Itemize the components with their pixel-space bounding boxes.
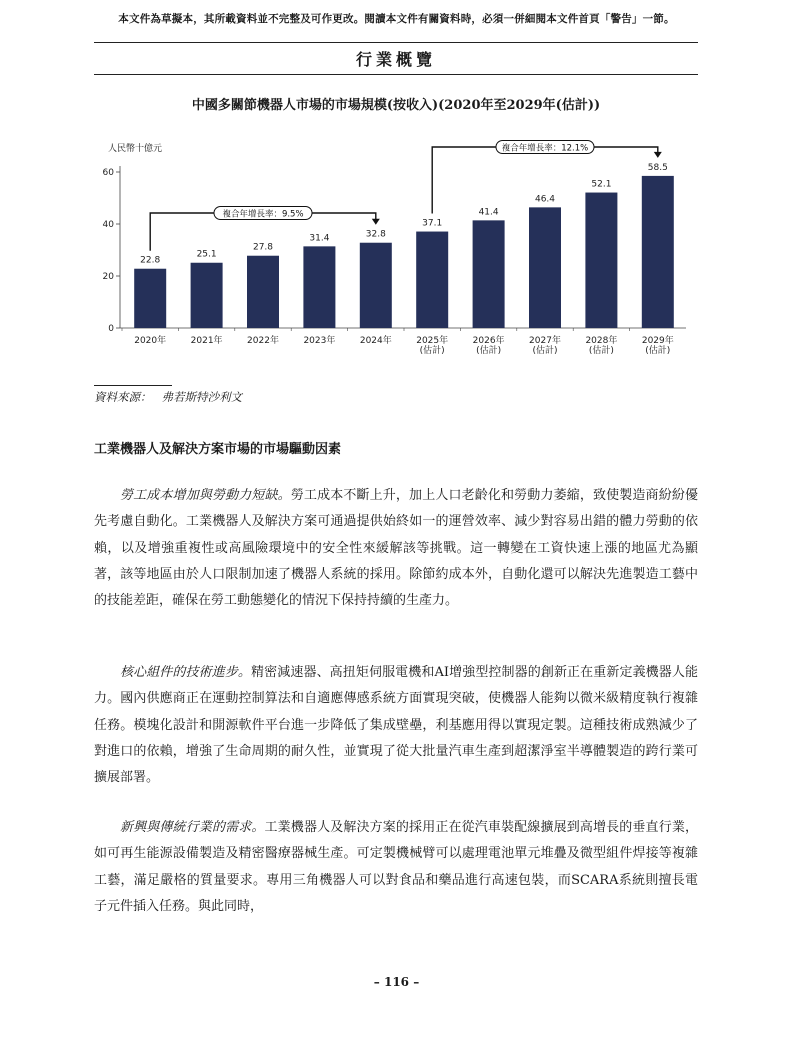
- paragraph-body: 工業機器人及解決方案的採用正在從汽車裝配線擴展到高增長的垂直行業，如可再生能源設備製造及精密醫療器械生產。可定製機械臂可以處理電池單元堆疊及微型組件焊接等複雜工藝，滿足嚴格的質量要求。專用三角機器人可以對食品和藥品進行高速包裝，而SCARA系統則擅長電子元件插入任務。與此同時，: [94, 820, 698, 914]
- x-tick-label: 2025年: [416, 336, 449, 346]
- bar-value-label: 41.4: [478, 207, 499, 218]
- x-tick-label: 2023年: [303, 336, 336, 346]
- x-tick-label: (估計): [419, 346, 445, 356]
- source-rule: [94, 385, 172, 386]
- y-tick-label: 60: [102, 168, 114, 178]
- bar-6: [416, 232, 448, 328]
- bar-value-label: 46.4: [534, 194, 556, 205]
- x-tick-label: 2024年: [359, 336, 392, 346]
- x-tick-label: (估計): [588, 346, 614, 356]
- bar-value-label: 22.8: [140, 255, 161, 266]
- x-tick-label: 2020年: [134, 336, 167, 346]
- bar-value-label: 52.1: [591, 179, 612, 190]
- bar-4: [303, 246, 335, 328]
- bar-9: [585, 193, 617, 328]
- bar-value-label: 31.4: [309, 233, 330, 244]
- x-tick-label: 2029年: [641, 336, 674, 346]
- y-axis-label: 人民幣十億元: [108, 144, 163, 154]
- paragraph-lead: 核心組件的技術進步。: [120, 665, 252, 680]
- x-tick-label: 2028年: [585, 336, 618, 346]
- x-tick-label: 2021年: [190, 336, 223, 346]
- x-tick-label: (估計): [532, 346, 558, 356]
- bar-5: [360, 243, 392, 328]
- draft-disclaimer: 本文件為草擬本，其所載資料並不完整及可作更改。閱讀本文件有關資料時，必須一併細閱本文件首頁「警告」一節。: [118, 13, 675, 25]
- x-tick-label: (估計): [645, 346, 671, 356]
- bar-1: [134, 269, 166, 328]
- cagr-label: 複合年增長率：12.1%: [501, 143, 589, 154]
- bar-value-label: 32.8: [365, 229, 386, 240]
- cagr-arrow-head: [654, 152, 662, 158]
- paragraph-body: 精密減速器、高扭矩伺服電機和AI增強型控制器的創新正在重新定義機器人能力。國內供應商正在運動控制算法和自適應傳感系統方面實現突破，使機器人能夠以微米級精度執行複雜任務。模塊化設計和開源軟件平台進一步降低了集成壁壘，利基應用得以實現定製。這種技術成熟減少了對進口的依賴，增強了生命周期的耐久性，並實現了從大批量汽車生產到超潔淨室半導體製造的跨行業可擴展部署。: [94, 665, 698, 786]
- chart-title: 中國多關節機器人市場的市場規模(按收入)(2020年至2029年(估計)): [191, 98, 601, 113]
- bar-3: [247, 256, 279, 328]
- page-number: – 116 –: [373, 975, 420, 989]
- cagr-arrow-head: [372, 219, 380, 225]
- bar-7: [473, 220, 505, 328]
- paragraph-body: 勞工成本不斷上升，加上人口老齡化和勞動力萎縮，致使製造商紛紛優先考慮自動化。工業機器人及解決方案可通過提供始終如一的運營效率、減少對容易出錯的體力勞動的依賴，以及增強重複性或高風險環境中的安全性來緩解該等挑戰。這一轉變在工資快速上漲的地區尤為顯著，該等地區由於人口限制加速了機器人系統的採用。除節約成本外，自動化還可以解決先進製造工藝中的技能差距，確保在勞工動態變化的情況下保持持續的生產力。: [94, 488, 698, 609]
- market-size-bar-chart: [0, 0, 793, 380]
- x-tick-label: 2026年: [472, 336, 505, 346]
- section-title: 行業概覽: [355, 50, 436, 69]
- paragraph-core-components: [94, 660, 698, 791]
- paragraph-labour-cost: [94, 483, 698, 614]
- x-tick-label: 2027年: [529, 336, 561, 346]
- y-tick-label: 0: [108, 324, 114, 334]
- bar-value-label: 37.1: [422, 218, 443, 229]
- bar-10: [642, 176, 674, 328]
- bar-2: [191, 263, 223, 328]
- y-tick-label: 40: [102, 220, 114, 230]
- source-label: 資料來源：: [94, 390, 152, 404]
- cagr-label: 複合年增長率：9.5%: [222, 209, 304, 220]
- x-tick-label: 2022年: [247, 336, 279, 346]
- bar-value-label: 25.1: [196, 249, 217, 260]
- paragraph-lead: 勞工成本增加與勞動力短缺。: [120, 488, 291, 503]
- bar-8: [529, 207, 561, 328]
- bar-value-label: 58.5: [647, 162, 668, 173]
- x-tick-label: (估計): [476, 346, 502, 356]
- source-note: [94, 389, 252, 405]
- market-drivers-heading: 工業機器人及解決方案市場的市場驅動因素: [94, 442, 342, 457]
- bar-value-label: 27.8: [252, 242, 274, 253]
- paragraph-industry-demand: [94, 815, 698, 920]
- paragraph-lead: 新興與傳統行業的需求。: [120, 820, 265, 835]
- y-tick-label: 20: [102, 272, 114, 282]
- source-value: 弗若斯特沙利文: [161, 390, 242, 404]
